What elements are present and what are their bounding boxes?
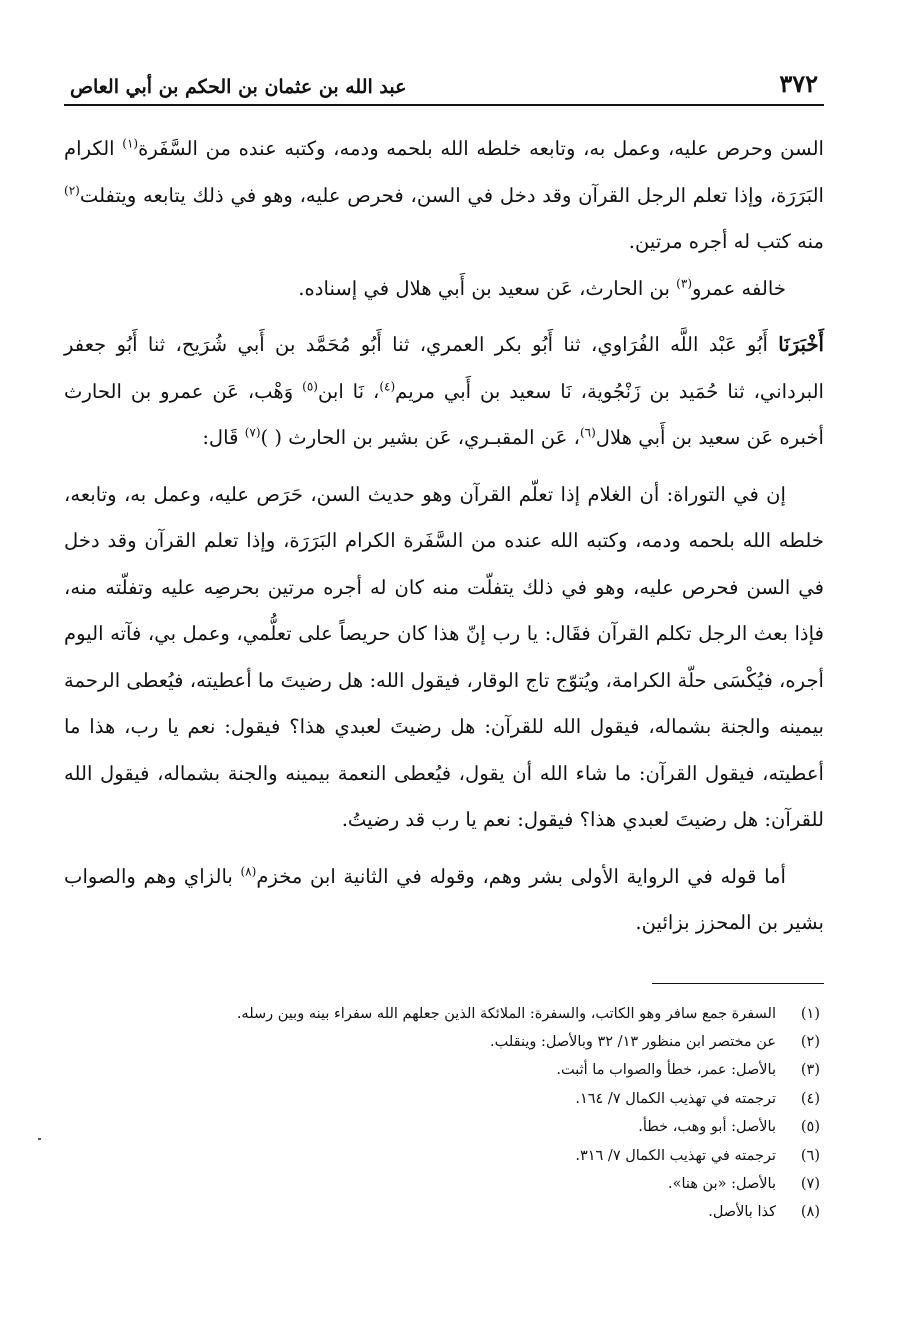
main-text: [64, 126, 824, 947]
paragraph-5: [64, 854, 824, 947]
footnote-text: بالأصل: عمر، خطأ والصواب ما أثبت.: [556, 1062, 776, 1079]
footnote-number: (٨): [800, 1204, 820, 1221]
footnote-text: عن مختصر ابن منظور ١٣/ ٣٢ وبالأصل: وينقلب.: [489, 1033, 776, 1050]
text-run: ، نَا ابن: [317, 379, 380, 403]
paragraph-1: [64, 126, 824, 266]
footnote-marker-8: (٨): [240, 863, 257, 878]
footnote-text: كذا بالأصل.: [708, 1204, 776, 1221]
text-run: الكرام البَرَرَة، وإذا تعلم الرجل القرآن وقد دخل في السن، فحرص عليه، وهو في ذلك يتابعه ويتفلت: [64, 137, 824, 207]
footnote-number: (١): [800, 1005, 820, 1022]
text-run: أما قوله في الرواية الأولى بشر وهم، وقوله في الثانية ابن مخزم: [256, 864, 786, 888]
text-run: بن الحارث، عَن سعيد بن أَبي هلال في إسناده.: [298, 276, 677, 300]
footnote-number: (٢): [800, 1033, 820, 1050]
scan-speck: [38, 1138, 41, 1140]
footnote-4: [64, 1085, 820, 1113]
text-run: منه كتب له أجره مرتين.: [628, 230, 824, 253]
footnote-marker-3: (٣): [676, 275, 692, 290]
running-title: عبد الله بن عثمان بن الحكم بن أبي العاص: [70, 76, 407, 98]
footnote-6: [64, 1142, 820, 1170]
text-run: أَبُو عَبْد اللَّه الفُرَاوي، ثنا أَبُو بكر العمري، ثنا أَبُو مُحَمَّد بن أَبي شُرَيح، ثنا أَبُو جعفر البرداني، ثنا حُمَيد بن زَنْجُوية، نَا سعيد بن أَبي مريم: [64, 333, 824, 403]
footnote-text: بالأصل: «بن هنا».: [668, 1175, 776, 1192]
footnote-number: (٦): [800, 1147, 820, 1164]
akhbarana-lead: أَخْبَرَنَا: [778, 333, 824, 356]
footnote-text: السفرة جمع سافر وهو الكاتب، والسفرة: الملائكة الذين جعلهم الله سفراء بينه وبين رسله.: [236, 1005, 776, 1022]
paragraph-2: [64, 266, 824, 313]
page-number: ٣٧٢: [779, 69, 818, 98]
footnote-marker-7: (٧): [244, 425, 261, 440]
footnotes: [64, 1000, 824, 1227]
footnote-text: ترجمته في تهذيب الكمال ٧/ ١٦٤.: [575, 1090, 776, 1107]
text-run: وَهْب، عَن عمرو بن الحارث أخبره عَن سعيد بن أَبي هلال: [64, 379, 824, 449]
footnote-marker-6: (٦): [579, 425, 596, 440]
footnote-2: [64, 1028, 820, 1056]
text-run: السن وحرص عليه، وعمل به، وتابعه خلطه الله بلحمه ودمه، وكتبه عنده من السَّفَرة: [138, 137, 824, 160]
footnote-3: [64, 1056, 820, 1084]
footnote-marker-5: (٥): [302, 378, 318, 393]
footnote-separator: [652, 983, 824, 984]
footnote-number: (٧): [800, 1175, 820, 1192]
footnote-text: بالأصل: أبو وهب، خطأ.: [638, 1119, 776, 1136]
page-header: [64, 62, 824, 106]
footnote-marker-2: (٢): [64, 182, 80, 197]
footnote-number: (٤): [800, 1090, 820, 1107]
footnote-number: (٣): [800, 1062, 820, 1079]
footnote-5: [64, 1113, 820, 1141]
footnote-marker-1: (١): [122, 136, 139, 151]
footnote-7: [64, 1170, 820, 1198]
paragraph-4-matn: إن في التوراة: أن الغلام إذا تعلّم القرآن وهو حديث السن، حَرَص عليه، وعمل به، وتابعه، خلطه الله بلحمه ودمه، وكتبه الله عنده من السَّفَرة الكرام البَرَرَة، وإذا تعلم القرآن وقد دخل في السن فحرص عليه، وهو في ذلك يتفلّت منه كان له أجره مرتين بحرصِه عليه وتفلّته منه، فإذا بعث الرجل تكلم القرآن فقَال: يا رب إنّ هذا كان حريصاً على تعلُّمي، وعمل بي، فآته اليوم أجره، فيُكْسَى حلّة الكرامة، ويُتوّج تاج الوقار، فيقول الله: هل رضيتَ ما أعطيته، فيُعطى الرحمة بيمينه والجنة بشماله، فيقول الله للقرآن: هل رضيتَ لعبدي هذا؟ فيقول: نعم يا رب، هذا ما أعطيته، فيقول القرآن: ما شاء الله أن يقول، فيُعطى النعمة بيمينه والجنة بشماله، فيقول الله للقرآن: هل رضيتَ لعبدي هذا؟ فيقول: نعم يا رب قد رضيتُ.: [64, 482, 824, 831]
text-run: قَال:: [202, 426, 245, 449]
footnote-number: (٥): [800, 1119, 820, 1136]
footnote-1: [64, 1000, 820, 1028]
text-run: خالفه عمرو: [692, 276, 786, 300]
footnote-8: [64, 1198, 820, 1226]
paragraph-3-isnad: [64, 322, 824, 462]
text-run: ، عَن المقبـري، عَن بشير بن الحارث ( ): [260, 426, 580, 449]
text-run: بالزاي وهم والصواب بشير بن المحزز بزائين.: [64, 864, 824, 934]
footnote-text: ترجمته في تهذيب الكمال ٧/ ٣١٦.: [575, 1147, 776, 1164]
footnote-marker-4: (٤): [379, 378, 396, 393]
